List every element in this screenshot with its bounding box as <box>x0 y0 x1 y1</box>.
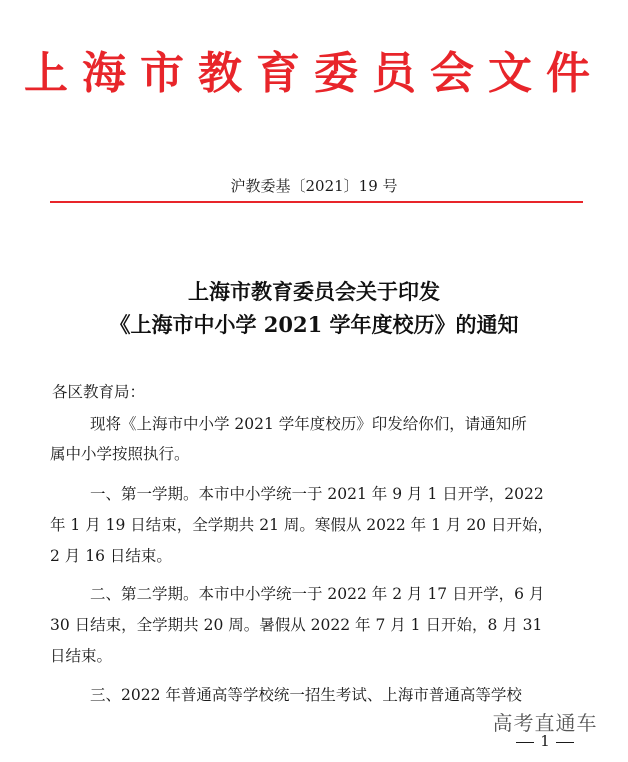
document-number: 沪教委基〔2021〕19 号 <box>230 177 398 195</box>
body-line: 二、第二学期。本市中小学统一于 2022 年 2 月 17 日开学，6 月 <box>90 585 545 603</box>
notice-title <box>0 275 628 341</box>
watermark-text: 高考直通车 <box>470 707 620 739</box>
page-dash-left <box>516 742 534 743</box>
body-line: 三、2022 年普通高等学校统一招生考试、上海市普通高等学校 <box>90 686 522 704</box>
body-line: 2 月 16 日结束。 <box>50 547 172 565</box>
body-line: 30 日结束，全学期共 20 周。暑假从 2022 年 7 月 1 日开始，8 月 31 <box>50 616 543 634</box>
notice-title-line-1: 上海市教育委员会关于印发 <box>188 279 440 304</box>
red-divider-line <box>50 201 583 203</box>
salutation: 各区教育局： <box>52 383 146 401</box>
body-line: 属中小学按照执行。 <box>50 445 190 463</box>
body-line: 现将《上海市中小学 2021 学年度校历》印发给你们，请通知所 <box>90 415 527 433</box>
body-line: 日结束。 <box>50 647 113 665</box>
notice-title-line-2: 《上海市中小学 2021 学年度校历》的通知 <box>109 312 519 337</box>
page-number-value: 1 <box>540 732 550 750</box>
page-number <box>500 726 590 756</box>
body-line: 年 1 月 19 日结束，全学期共 21 周。寒假从 2022 年 1 月 20 日开始， <box>50 516 553 534</box>
page-dash-right <box>556 742 574 743</box>
body-line: 一、第一学期。本市中小学统一于 2021 年 9 月 1 日开学，2022 <box>90 485 544 503</box>
masthead-title: 上海市教育委员会文件 <box>24 48 604 99</box>
